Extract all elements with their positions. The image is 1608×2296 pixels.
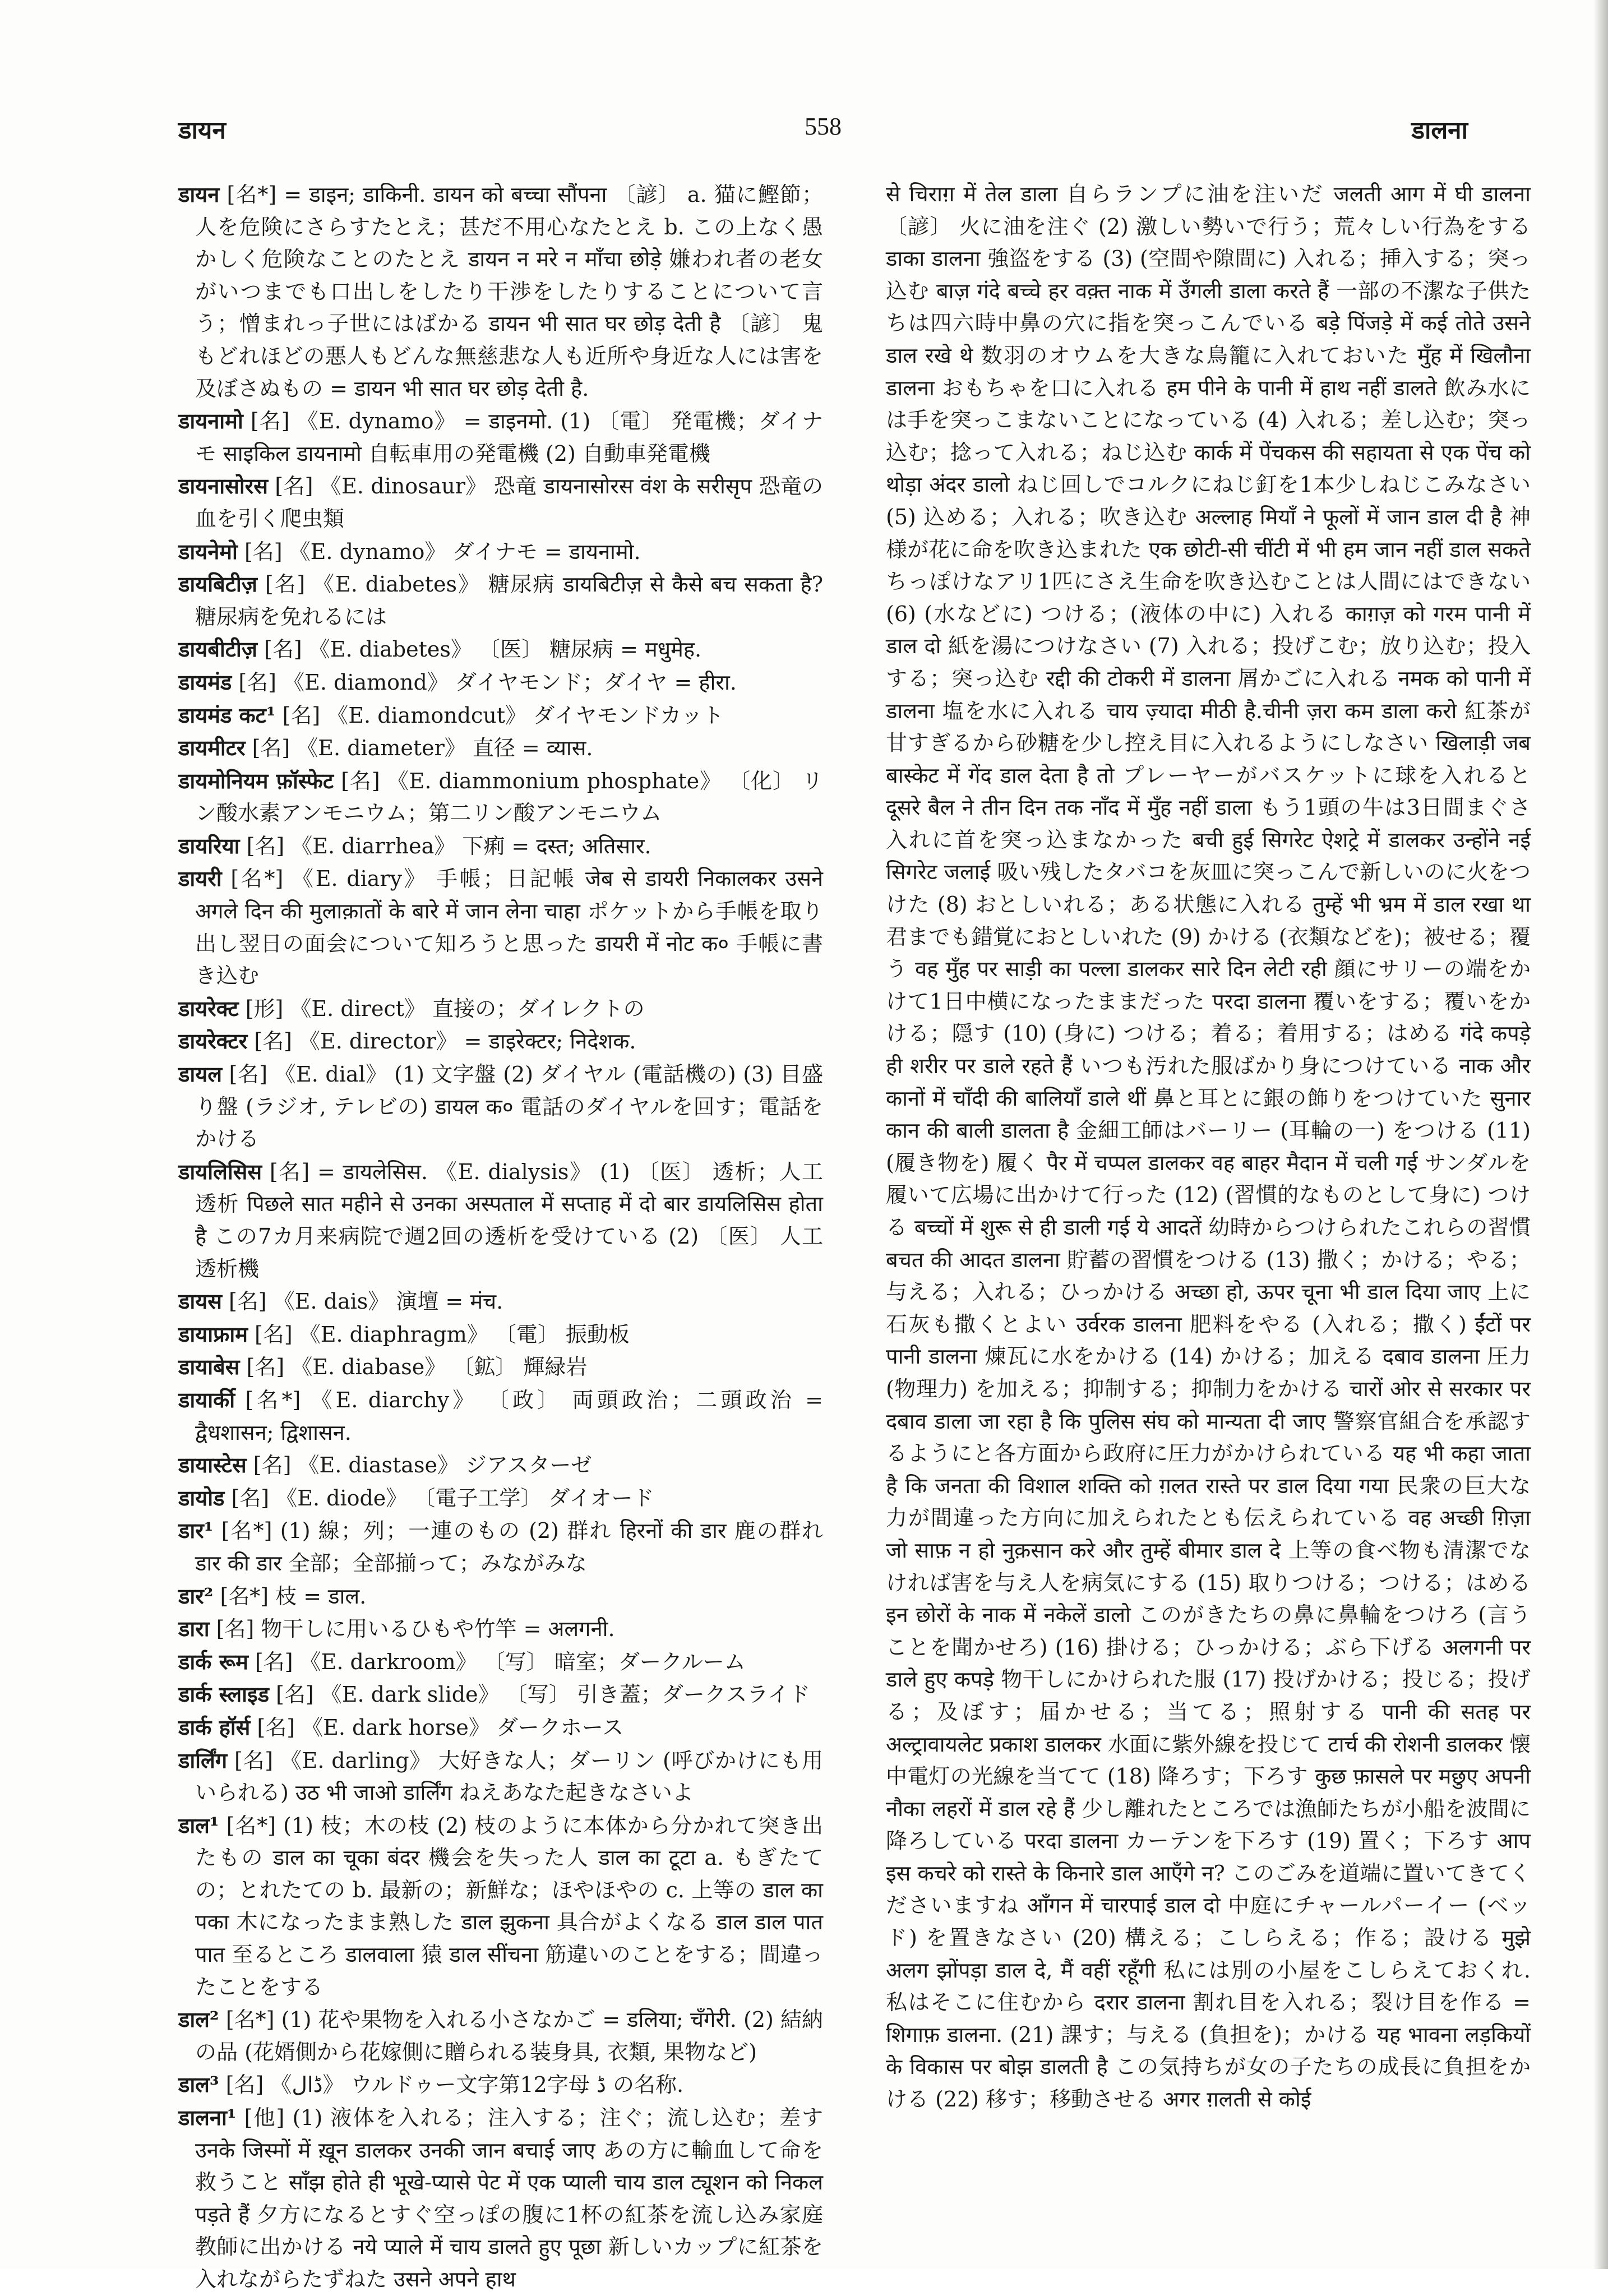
entry-definition: [名*] 《E. diary》 手帳；日記帳 जेब से डायरी निकालकर उसने अगले दिन की मुलाक़ातों के बारे में जान लेना चाहा ポケットから手帳を取り出し翌日の面会について知ろうと思った डायरी में नोट क० 手帳に書き込む — [195, 866, 823, 988]
entry-definition: [名*] 《E. diarchy》 〔政〕 両頭政治；二頭政治 = द्वैधशासन; द्विशासन. — [195, 1387, 823, 1445]
dictionary-entry — [178, 568, 823, 633]
entry-definition: [他] (1) 液体を入れる；注入する；注ぐ；流し込む；差す उनके जिस्मों में ख़ून डालकर उनकी जान बचाई जाए あの方に輸血して命を救うこと साँझ होते ही भूखे-प्यासे पेट में एक प्याली चाय डाल ट्यूशन को निकल पड़ते हैं 夕方になるとすぐ空っぽの腹に1杯の紅茶を流し込み家庭教師に出かける नये प्याले में चाय डालते हुए पूछा 新しいカップに紅茶を入れながらたずねた उसने अपने हाथ — [195, 2105, 823, 2292]
entry-definition: [名] 《E. darkroom》 〔写〕 暗室；ダークルーム — [248, 1649, 746, 1674]
dictionary-entry — [178, 1285, 823, 1318]
entry-definition: [名] 《E. dinosaur》 恐竜 डायनासोरस वंश के सरीसृप 恐竜の血を引く爬虫類 — [195, 474, 823, 531]
headword: डार्लिंग — [178, 1747, 228, 1773]
dictionary-entry — [178, 992, 823, 1025]
dictionary-entry — [178, 862, 823, 992]
headword: डायमंड — [178, 669, 232, 695]
headword: डार्क हॉर्स — [178, 1714, 251, 1740]
entry-definition: [名] 《E. dark slide》 〔写〕 引き蓋；ダークスライド — [269, 1682, 811, 1707]
running-header — [178, 112, 1468, 151]
dictionary-entry — [178, 405, 823, 470]
headword: डाल³ — [178, 2072, 219, 2098]
dictionary-entry — [178, 1809, 823, 2004]
entry-definition: [名] 《E. diabase》 〔鉱〕 輝緑岩 — [239, 1355, 588, 1380]
dictionary-entry — [178, 1351, 823, 1384]
dictionary-entry — [178, 1711, 823, 1744]
entry-definition: [名] 《E. diamondcut》 ダイヤモンドカット — [275, 703, 724, 728]
entry-definition: [名] 《ڈال》 ウルドゥー文字第12字母 ڈ の名称. — [219, 2072, 684, 2098]
headword: डायनामो — [178, 408, 243, 434]
dictionary-entry — [178, 765, 823, 830]
dictionary-entry — [178, 2068, 823, 2101]
entry-definition: [名] 《E. diamond》 ダイヤモンド；ダイヤ = हीरा. — [232, 669, 737, 695]
dictionary-entry — [178, 732, 823, 765]
entry-definition: [名] 《E. diameter》 直径 = व्यास. — [245, 736, 593, 761]
headword: डायरेक्टर — [178, 1028, 248, 1054]
headword: डायमीटर — [178, 735, 246, 761]
entry-definition: [形] 《E. direct》 直接の；ダイレクトの — [238, 996, 645, 1021]
headword: डायबिटीज़ — [178, 571, 257, 597]
dictionary-entry — [178, 1744, 823, 1809]
entry-definition: [名*] (1) 花や果物を入れる小さなかご = डलिया; चँगेरी. (2) 結納の品 (花婿側から花嫁側に贈られる装身具, 衣類, 果物など) — [195, 2007, 823, 2064]
entry-definition: [名*] (1) 線；列；一連のもの (2) 群れ हिरनों की डार 鹿の群れ डार की डार 全部；全部揃って；みながみな — [195, 1518, 823, 1576]
headword: डायमोनियम फ़ॉस्फेट — [178, 768, 334, 793]
dictionary-entry — [178, 1613, 823, 1646]
entry-continuation — [886, 178, 1531, 2116]
headword: डार¹ — [178, 1518, 214, 1544]
entry-definition: [名] = डायलेसिस. 《E. dialysis》 (1) 〔医〕 透析；人工透析 पिछले सात महीने से उनका अस्पताल में सप्ताह में दो बार डायलिसिस होता है この7カ月来病院で週2回の透析を受けている (2) 〔医〕 人工透析機 — [195, 1159, 823, 1281]
entry-definition: [名] 《E. diabetes》 〔医〕 糖尿病 = मधुमेह. — [257, 637, 702, 662]
entry-definition: [名*] (1) 枝；木の枝 (2) 枝のように本体から分かれて突き出たもの डाल का चूका बंदर 機会を失った人 डाल का टूटा a. もぎたての；とれたての b. 最新の；新鮮な；ほやほやの c. 上等の डाल का पका 木になったまま熟した डाल झुकना 具合がよくなる डाल डाल पात पात 至るところ डालवाला 猿 डाल सींचना 筋違いのことをする；間違ったことをする — [195, 1813, 823, 1999]
dictionary-entry — [178, 1646, 823, 1679]
headword: डार्क स्लाइड — [178, 1681, 269, 1707]
dictionary-entry — [178, 633, 823, 666]
entry-definition: [名*] = डाइन; डाकिनी. डायन को बच्चा सौंपना 〔諺〕 a. 猫に鰹節；人を危険にさらすたとえ；甚だ不用心なたとえ b. この上なく愚かしく危険なことのたとえ डायन न मरे न माँचा छोड़े 嫌われ者の老女がいつまでも口出しをしたり干渉をしたりすることについて言う；憎まれっ子世にはばかる डायन भी सात घर छोड़ देती है 〔諺〕 鬼もどれほどの悪人もどんな無慈悲な人も近所や身近な人には害を及ぼさぬもの = डायन भी सात घर छोड़ देती है. — [195, 182, 823, 401]
binding-edge — [1593, 0, 1608, 2269]
left-column — [178, 178, 824, 2292]
entry-definition: [名] 《E. dynamo》 = डाइनमो. (1) 〔電〕 発電機；ダイナモ साइकिल डायनामो 自転車用の発電機 (2) 自動車発電機 — [195, 409, 823, 466]
entry-definition: [名] 《E. diarrhea》 下痢 = दस्त; अतिसार. — [239, 833, 651, 858]
headword: डार² — [178, 1583, 214, 1609]
headword: डाल¹ — [178, 1812, 219, 1838]
dictionary-entry — [178, 178, 823, 405]
entry-definition: [名] 《E. diode》 〔電子工学〕 ダイオード — [224, 1485, 654, 1510]
entry-definition: से चिराग़ में तेल डाला 自らランプに油を注いだ जलती आग में घी डालना 〔諺〕 火に油を注ぐ (2) 激しい勢いで行う；荒々しい行為をする डाका डालना 強盗をする (3) (空間や隙間に) 入れる；挿入する；突っ込む बाज़ गंदे बच्चे हर वक़्त नाक में उँगली डाला करते हैं 一部の不潔な子供たちは四六時中鼻の穴に指を突っこんでいる बड़े पिंजड़े में कई तोते उसने डाल रखे थे 数羽のオウムを大きな鳥籠に入れておいた मुँह में खिलौना डालना おもちゃを口に入れる हम पीने के पानी में हाथ नहीं डालते 飲み水には手を突っこまないことになっている (4) 入れる；差し込む；突っ込む；捻って入れる；ねじ込む कार्क में पेंचकस की सहायता से एक पेंच को थोड़ा अंदर डालो ねじ回しでコルクにねじ釘を1本少しねじこみなさい (5) 込める；入れる；吹き込む अल्लाह मियाँ ने फूलों में जान डाल दी है 神様が花に命を吹き込まれた एक छोटी-सी चींटी में भी हम जान नहीं डाल सकते ちっぽけなアリ1匹にさえ生命を吹き込むことは人間にはできない (6) (水などに) つける；(液体の中に) 入れる काग़ज़ को गरम पानी में डाल दो 紙を湯につけなさい (7) 入れる；投げこむ；放り込む；投入する；突っ込む रद्दी की टोकरी में डालना 屑かごに入れる नमक को पानी में डालना 塩を水に入れる चाय ज़्यादा मीठी है.चीनी ज़रा कम डाला करो 紅茶が甘すぎるから砂糖を少し控え目に入れるようにしなさい खिलाड़ी जब बास्केट में गेंद डाल देता है तो プレーヤーがバスケットに球を入れると दूसरे बैल ने तीन दिन तक नाँद में मुँह नहीं डाला もう1頭の牛は3日間まぐさ入れに首を突っ込まなかった बची हुई सिगरेट ऐशट्रे में डालकर उन्होंने नई सिगरेट जलाई 吸い残したタバコを灰皿に突っこんで新しいのに火をつけた (8) おとしいれる；ある状態に入れる तुम्हें भी भ्रम में डाल रखा था 君までも錯覚におとしいれた (9) かける (衣類などを)；被せる；覆う वह मुँह पर साड़ी का पल्ला डालकर सारे दिन लेटी रही 顔にサリーの端をかけて1日中横になったままだった परदा डालना 覆いをする；覆いをかける；隠す (10) (身に) つける；着る；着用する；はめる गंदे कपड़े ही शरीर पर डाले रहते हैं いつも汚れた服ばかり身につけている नाक और कानों में चाँदी की बालियाँ डाले थीं 鼻と耳とに銀の飾りをつけていた सुनार कान की बाली डालता है 金細工師はバーリー (耳輪の一) をつける (11) (履き物を) 履く पैर में चप्पल डालकर वह बाहर मैदान में चली गई サンダルを履いて広場に出かけて行った (12) (習慣的なものとして身に) つける बच्चों में शुरू से ही डाली गई ये आदतें 幼時からつけられたこれらの習慣 बचत की आदत डालना 貯蓄の習慣をつける (13) 撒く；かける；やる；与える；入れる；ひっかける अच्छा हो, ऊपर चूना भी डाल दिया जाए 上に石灰も撒くとよい उर्वरक डालना 肥料をやる (入れる；撒く) ईंटों पर पानी डालना 煉瓦に水をかける (14) かける；加える दबाव डालना 圧力 (物理力) を加える；抑制する；抑制力をかける चारों ओर से सरकार पर दबाव डाला जा रहा है कि पुलिस संघ को मान्यता दी जाए 警察官組合を承認するようにと各方面から政府に圧力がかけられている यह भी कहा जाता है कि जनता की विशाल शक्ति को ग़लत रास्ते पर डाल दिया गया 民衆の巨大な力が間違った方向に加えられたとも伝えられている वह अच्छी ग़िज़ा जो साफ़ न हो नुक़सान करे और तुम्हें बीमार डाल दे 上等の食べ物も清潔でなければ害を与え人を病気にする (15) 取りつける；つける；はめる इन छोरों के नाक में नकेलें डालो このがきたちの鼻に鼻輪をつけろ (言うことを聞かせろ) (16) 掛ける；ひっかける；ぶら下げる अलगनी पर डाले हुए कपड़े 物干しにかけられた服 (17) 投げかける；投じる；投げる；及ぼす；届かせる；当てる；照射する पानी की सतह पर अल्ट्रावायलेट प्रकाश डालकर 水面に紫外線を投じて टार्च की रोशनी डालकर 懐中電灯の光線を当てて (18) 降ろす；下ろす कुछ फ़ासले पर मछुए अपनी नौका लहरों में डाल रहे हैं 少し離れたところでは漁師たちが小船を波間に降ろしている परदा डालना カーテンを下ろす (19) 置く；下ろす आप इस कचरे को रास्ते के किनारे डाल आएँगे न? このごみを道端に置いてきてくださいますね आँगन में चारपाई डाल दो 中庭にチャールパーイー (ベッド) を置きなさい (20) 構える；こしらえる；作る；設ける मुझे अलग झोंपड़ा डाल दे, मैं वहीं रहूँगी 私には別の小屋をこしらえておくれ. 私はそこに住むから दरार डालना 割れ目を入れる；裂け目を作る = शिगाफ़ डालना. (21) 課す；与える (負担を)；かける यह भावना लड़कियों के विकास पर बोझ डालती है この気持ちが女の子たちの成長に負担をかける (22) 移す；移動させる अगर ग़लती से कोई — [886, 182, 1531, 2112]
dictionary-entry — [178, 2003, 823, 2068]
entry-definition: [名] 《E. dial》 (1) 文字盤 (2) ダイヤル (電話機の) (3) 目盛り盤 (ラジオ, テレビの) डायल क० 電話のダイヤルを回す；電話をかける — [195, 1062, 823, 1152]
entry-definition: [名] 《E. diammonium phosphate》 〔化〕 リン酸水素アンモニウム；第二リン酸アンモニウム — [195, 768, 824, 826]
dictionary-entry — [178, 1678, 823, 1711]
entry-definition: [名] 《E. dark horse》 ダークホース — [250, 1715, 623, 1740]
entry-definition: [名] 《E. diabetes》 糖尿病 डायबिटीज़ से कैसे बच सकता है? 糖尿病を免れるには — [195, 572, 823, 629]
headword: डायरेक्ट — [178, 995, 239, 1021]
dictionary-entry — [178, 535, 823, 569]
entry-definition: [名*] 枝 = डाल. — [213, 1583, 367, 1609]
headword: डायास्टेस — [178, 1452, 247, 1478]
headword: डायल — [178, 1061, 222, 1087]
headword: डालना¹ — [178, 2105, 237, 2131]
entry-definition: [名] 物干しに用いるひもや竹竿 = अलगनी. — [209, 1616, 615, 1642]
headword: डायाफ्राम — [178, 1321, 248, 1347]
headword: डायरिया — [178, 833, 240, 858]
dictionary-entry — [178, 1384, 823, 1449]
headword: डायरी — [178, 866, 222, 891]
headword: डायनेमो — [178, 538, 238, 564]
headword: डायार्की — [178, 1387, 235, 1412]
dictionary-entry — [178, 1580, 823, 1613]
dictionary-entry — [178, 2101, 823, 2296]
headword: डारा — [178, 1616, 210, 1642]
entry-definition: [名] 《E. darling》 大好きな人；ダーリン (呼びかけにも用いられる) उठ भी जाओ डार्लिंग ねえあなた起きなさいよ — [195, 1748, 823, 1805]
dictionary-entry — [178, 830, 823, 863]
entry-definition: [名] 《E. diastase》 ジアスターゼ — [246, 1453, 592, 1478]
entry-definition: [名] 《E. director》 = डाइरेक्टर; निदेशक. — [247, 1029, 636, 1054]
page-number: 558 — [805, 113, 842, 140]
dictionary-entry — [178, 1482, 823, 1515]
dictionary-entry — [178, 699, 823, 732]
headword: डायलिसिस — [178, 1158, 262, 1184]
headword: डायस — [178, 1288, 222, 1314]
headword: डायमंड कट¹ — [178, 702, 276, 728]
headword: डाल² — [178, 2007, 219, 2032]
dictionary-entry — [178, 1318, 823, 1351]
left-guide-word: डायन — [178, 116, 226, 145]
headword: डायन — [178, 182, 220, 207]
dictionary-entry — [178, 1156, 823, 1285]
headword: डार्क रूम — [178, 1648, 248, 1674]
right-guide-word: डालना — [1411, 116, 1468, 145]
dictionary-entry — [178, 1449, 823, 1482]
headword: डायाबेस — [178, 1354, 240, 1380]
entry-definition: [名] 《E. dais》 演壇 = मंच. — [221, 1289, 503, 1314]
headword: डायनासोरस — [178, 473, 268, 499]
dictionary-entry — [178, 1058, 823, 1156]
dictionary-entry — [178, 1025, 823, 1058]
entry-definition: [名] 《E. diaphragm》 〔電〕 振動板 — [247, 1322, 630, 1347]
dictionary-entry — [178, 666, 823, 699]
right-column — [886, 178, 1531, 2242]
entry-definition: [名] 《E. dynamo》 ダイナモ = डायनामो. — [237, 539, 641, 564]
dictionary-entry — [178, 470, 823, 535]
headword: डायबीटीज़ — [178, 636, 257, 662]
dictionary-entry — [178, 1514, 823, 1579]
headword: डायोड — [178, 1485, 225, 1510]
